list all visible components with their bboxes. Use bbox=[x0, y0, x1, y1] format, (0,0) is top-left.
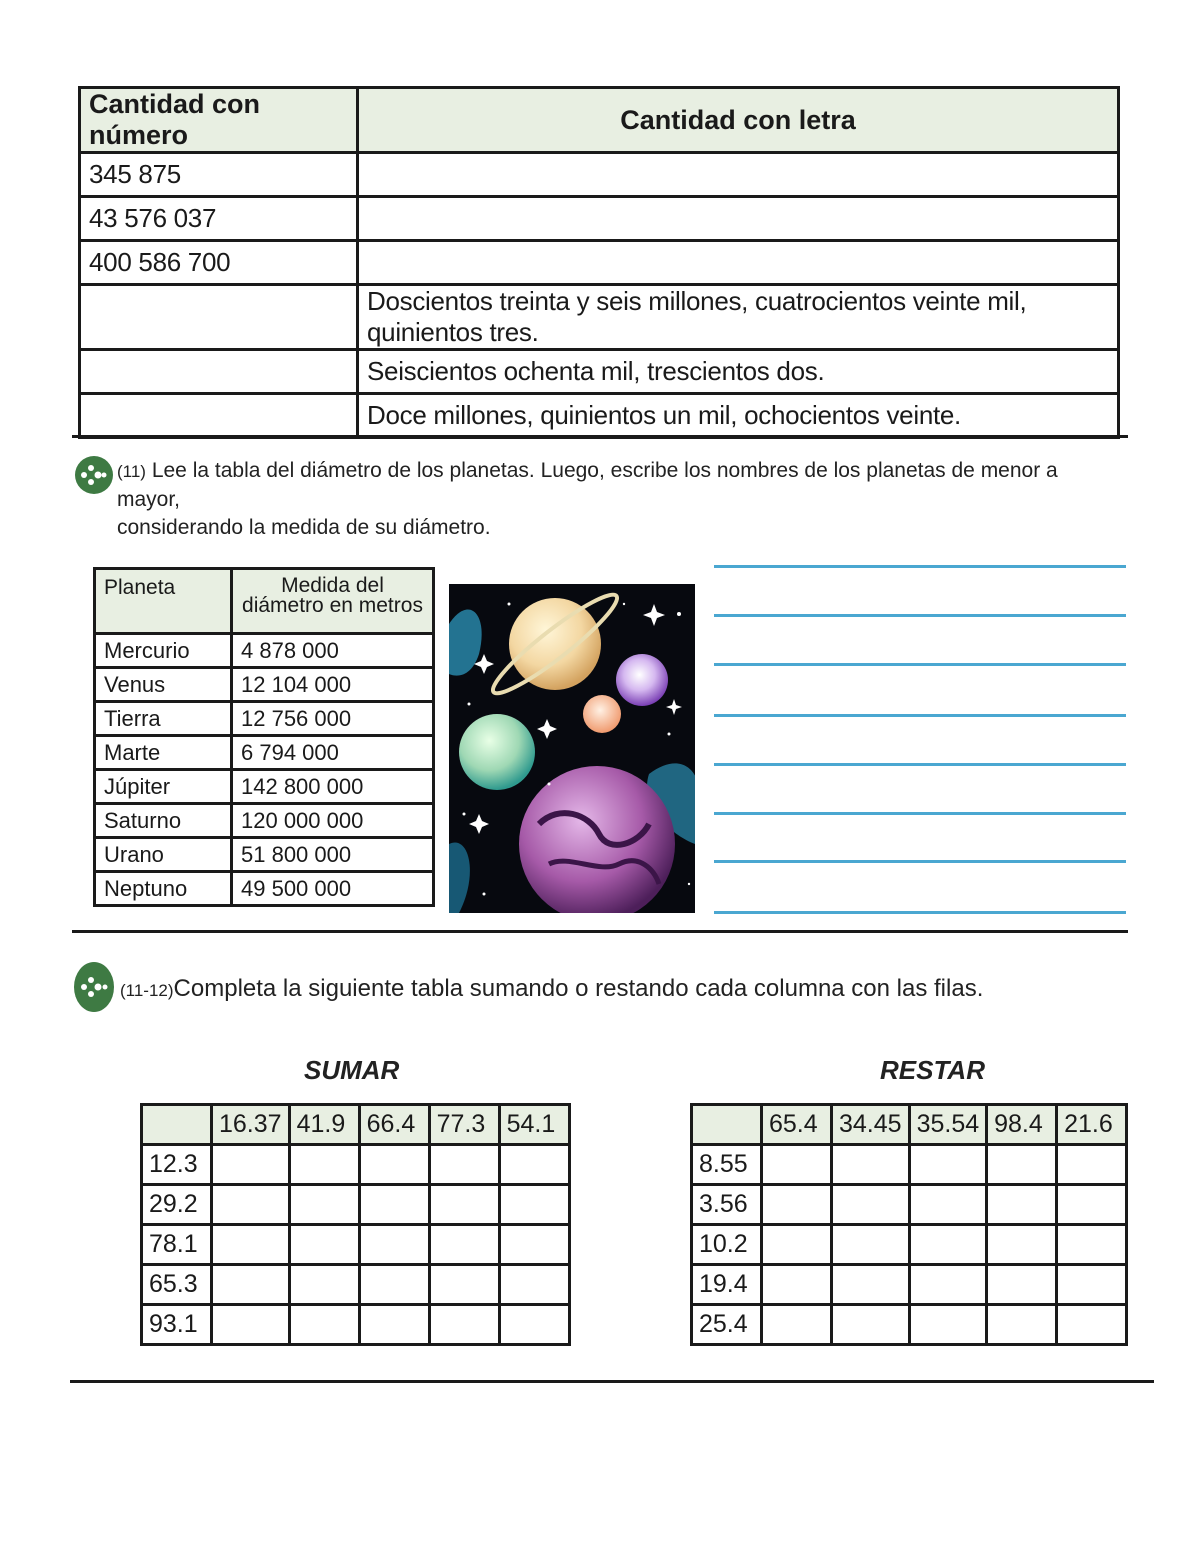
sumar-table bbox=[140, 1103, 571, 1346]
table-row bbox=[692, 1185, 1127, 1225]
table-row bbox=[95, 736, 434, 770]
answer-cell[interactable] bbox=[212, 1185, 290, 1225]
column-header: 77.3 bbox=[429, 1105, 499, 1145]
exercise-11-instruction bbox=[117, 457, 1117, 542]
instruction-line: considerando la medida de su diámetro. bbox=[117, 516, 491, 539]
answer-line[interactable] bbox=[714, 663, 1126, 666]
answer-cell[interactable] bbox=[1057, 1185, 1127, 1225]
planet-name: Marte bbox=[95, 736, 232, 770]
answer-cell[interactable] bbox=[429, 1185, 499, 1225]
header-cantidad-numero: Cantidad con número bbox=[80, 88, 358, 153]
cell-number: 43 576 037 bbox=[80, 197, 358, 241]
exercise-badge-icon bbox=[75, 456, 113, 494]
row-header: 78.1 bbox=[142, 1225, 212, 1265]
answer-cell[interactable] bbox=[909, 1265, 987, 1305]
answer-cell[interactable] bbox=[1057, 1145, 1127, 1185]
restar-table bbox=[690, 1103, 1128, 1346]
answer-cell[interactable] bbox=[499, 1265, 569, 1305]
answer-cell[interactable] bbox=[762, 1265, 832, 1305]
table-row bbox=[95, 838, 434, 872]
answer-cell[interactable] bbox=[499, 1185, 569, 1225]
cell-number[interactable] bbox=[80, 285, 358, 350]
answer-cell[interactable] bbox=[987, 1185, 1057, 1225]
answer-cell[interactable] bbox=[359, 1225, 429, 1265]
corner-cell bbox=[142, 1105, 212, 1145]
planet-name: Urano bbox=[95, 838, 232, 872]
number-words-table bbox=[78, 86, 1120, 439]
answer-cell[interactable] bbox=[762, 1145, 832, 1185]
cell-words[interactable] bbox=[358, 241, 1119, 285]
restar-title: RESTAR bbox=[880, 1055, 985, 1085]
table-row bbox=[95, 634, 434, 668]
cell-words[interactable] bbox=[358, 197, 1119, 241]
table-row bbox=[692, 1225, 1127, 1265]
answer-cell[interactable] bbox=[909, 1225, 987, 1265]
column-header: 41.9 bbox=[289, 1105, 359, 1145]
answer-cell[interactable] bbox=[1057, 1305, 1127, 1345]
instruction-line: Lee la tabla del diámetro de los planetas. Luego, escribe los nombres de los planetas de menor a mayor, bbox=[117, 459, 1058, 511]
table-row bbox=[692, 1265, 1127, 1305]
header-line: Medida del bbox=[281, 574, 384, 597]
answer-cell[interactable] bbox=[212, 1145, 290, 1185]
table-header-row bbox=[142, 1105, 570, 1145]
planet-diameter: 12 756 000 bbox=[232, 702, 434, 736]
planet-name: Neptuno bbox=[95, 872, 232, 906]
answer-cell[interactable] bbox=[909, 1185, 987, 1225]
table-row bbox=[80, 350, 1119, 394]
column-header: 65.4 bbox=[762, 1105, 832, 1145]
header-planeta: Planeta bbox=[95, 569, 232, 634]
table-row bbox=[142, 1265, 570, 1305]
planet-name: Júpiter bbox=[95, 770, 232, 804]
table-row bbox=[142, 1225, 570, 1265]
cell-number[interactable] bbox=[80, 350, 358, 394]
section-divider bbox=[72, 435, 1128, 438]
answer-cell[interactable] bbox=[212, 1305, 290, 1345]
planet-diameter-table bbox=[93, 567, 435, 907]
answer-cell[interactable] bbox=[987, 1305, 1057, 1345]
answer-cell[interactable] bbox=[987, 1145, 1057, 1185]
planet-name: Saturno bbox=[95, 804, 232, 838]
table-header-row bbox=[692, 1105, 1127, 1145]
sumar-title: SUMAR bbox=[304, 1055, 400, 1085]
row-header: 93.1 bbox=[142, 1305, 212, 1345]
row-header: 8.55 bbox=[692, 1145, 762, 1185]
answer-cell[interactable] bbox=[762, 1225, 832, 1265]
answer-cell[interactable] bbox=[909, 1145, 987, 1185]
planet-diameter: 51 800 000 bbox=[232, 838, 434, 872]
row-header: 3.56 bbox=[692, 1185, 762, 1225]
answer-cell[interactable] bbox=[359, 1185, 429, 1225]
answer-cell[interactable] bbox=[499, 1305, 569, 1345]
table-row bbox=[692, 1145, 1127, 1185]
cell-words: Doce millones, quinientos un mil, ochocientos veinte. bbox=[358, 394, 1119, 438]
answer-cell[interactable] bbox=[359, 1145, 429, 1185]
column-header: 35.54 bbox=[909, 1105, 987, 1145]
answer-cell[interactable] bbox=[987, 1265, 1057, 1305]
answer-cell[interactable] bbox=[359, 1265, 429, 1305]
answer-cell[interactable] bbox=[832, 1305, 910, 1345]
table-row bbox=[80, 153, 1119, 197]
answer-cell[interactable] bbox=[832, 1185, 910, 1225]
row-header: 19.4 bbox=[692, 1265, 762, 1305]
answer-cell[interactable] bbox=[499, 1225, 569, 1265]
answer-cell[interactable] bbox=[289, 1305, 359, 1345]
row-header: 25.4 bbox=[692, 1305, 762, 1345]
column-header: 21.6 bbox=[1057, 1105, 1127, 1145]
answer-cell[interactable] bbox=[1057, 1265, 1127, 1305]
answer-cell[interactable] bbox=[499, 1145, 569, 1185]
column-header: 98.4 bbox=[987, 1105, 1057, 1145]
answer-cell[interactable] bbox=[1057, 1225, 1127, 1265]
row-header: 10.2 bbox=[692, 1225, 762, 1265]
planet-name: Mercurio bbox=[95, 634, 232, 668]
header-cantidad-letra: Cantidad con letra bbox=[358, 88, 1119, 153]
section-divider bbox=[72, 930, 1128, 933]
table-row bbox=[95, 668, 434, 702]
cell-number: 345 875 bbox=[80, 153, 358, 197]
answer-cell[interactable] bbox=[429, 1145, 499, 1185]
answer-line[interactable] bbox=[714, 911, 1126, 914]
section-divider bbox=[70, 1380, 1154, 1383]
cell-words: Doscientos treinta y seis millones, cuatrocientos veinte mil, quinientos tres. bbox=[358, 285, 1119, 350]
table-row bbox=[95, 804, 434, 838]
answer-cell[interactable] bbox=[359, 1305, 429, 1345]
exercise-12-instruction bbox=[120, 975, 1020, 1005]
answer-cell[interactable] bbox=[832, 1225, 910, 1265]
answer-cell[interactable] bbox=[429, 1265, 499, 1305]
planet-diameter: 12 104 000 bbox=[232, 668, 434, 702]
planet-diameter: 142 800 000 bbox=[232, 770, 434, 804]
answer-line[interactable] bbox=[714, 565, 1126, 568]
answer-cell[interactable] bbox=[832, 1265, 910, 1305]
planet-name: Tierra bbox=[95, 702, 232, 736]
planet-diameter: 49 500 000 bbox=[232, 872, 434, 906]
corner-cell bbox=[692, 1105, 762, 1145]
answer-cell[interactable] bbox=[429, 1305, 499, 1345]
table-row bbox=[95, 770, 434, 804]
instruction-line: Completa la siguiente tabla sumando o restando cada columna con las filas. bbox=[173, 975, 984, 1002]
column-header: 66.4 bbox=[359, 1105, 429, 1145]
cell-words[interactable] bbox=[358, 153, 1119, 197]
row-header: 12.3 bbox=[142, 1145, 212, 1185]
planet-diameter: 6 794 000 bbox=[232, 736, 434, 770]
answer-cell[interactable] bbox=[289, 1265, 359, 1305]
answer-cell[interactable] bbox=[289, 1145, 359, 1185]
table-row bbox=[142, 1185, 570, 1225]
row-header: 29.2 bbox=[142, 1185, 212, 1225]
answer-cell[interactable] bbox=[429, 1225, 499, 1265]
answer-cell[interactable] bbox=[212, 1225, 290, 1265]
answer-line[interactable] bbox=[714, 763, 1126, 766]
table-row bbox=[95, 872, 434, 906]
table-row bbox=[692, 1305, 1127, 1345]
answer-line[interactable] bbox=[714, 614, 1126, 617]
answer-cell[interactable] bbox=[762, 1185, 832, 1225]
column-header: 34.45 bbox=[832, 1105, 910, 1145]
answer-cell[interactable] bbox=[909, 1305, 987, 1345]
table-row bbox=[80, 285, 1119, 350]
answer-cell[interactable] bbox=[289, 1185, 359, 1225]
table-row bbox=[142, 1145, 570, 1185]
planet-diameter: 4 878 000 bbox=[232, 634, 434, 668]
answer-line[interactable] bbox=[714, 812, 1126, 815]
cell-number: 400 586 700 bbox=[80, 241, 358, 285]
answer-cell[interactable] bbox=[289, 1225, 359, 1265]
header-line: diámetro en metros bbox=[242, 594, 423, 617]
exercise-badge-icon bbox=[74, 962, 114, 1012]
answer-cell[interactable] bbox=[212, 1265, 290, 1305]
table-row bbox=[80, 197, 1119, 241]
planet-diameter: 120 000 000 bbox=[232, 804, 434, 838]
header-diametro bbox=[232, 569, 434, 634]
cell-number[interactable] bbox=[80, 394, 358, 438]
answer-cell[interactable] bbox=[832, 1145, 910, 1185]
planet-name: Venus bbox=[95, 668, 232, 702]
answer-cell[interactable] bbox=[987, 1225, 1057, 1265]
exercise-number: (11-12) bbox=[120, 981, 174, 1000]
column-header: 54.1 bbox=[499, 1105, 569, 1145]
table-row bbox=[95, 702, 434, 736]
answer-line[interactable] bbox=[714, 860, 1126, 863]
row-header: 65.3 bbox=[142, 1265, 212, 1305]
column-header: 16.37 bbox=[212, 1105, 290, 1145]
table-row bbox=[80, 241, 1119, 285]
table-row bbox=[142, 1305, 570, 1345]
answer-cell[interactable] bbox=[762, 1305, 832, 1345]
exercise-number: (11) bbox=[117, 462, 146, 481]
table-row bbox=[80, 394, 1119, 438]
answer-line[interactable] bbox=[714, 714, 1126, 717]
cell-words: Seiscientos ochenta mil, trescientos dos. bbox=[358, 350, 1119, 394]
planets-illustration bbox=[449, 584, 695, 913]
